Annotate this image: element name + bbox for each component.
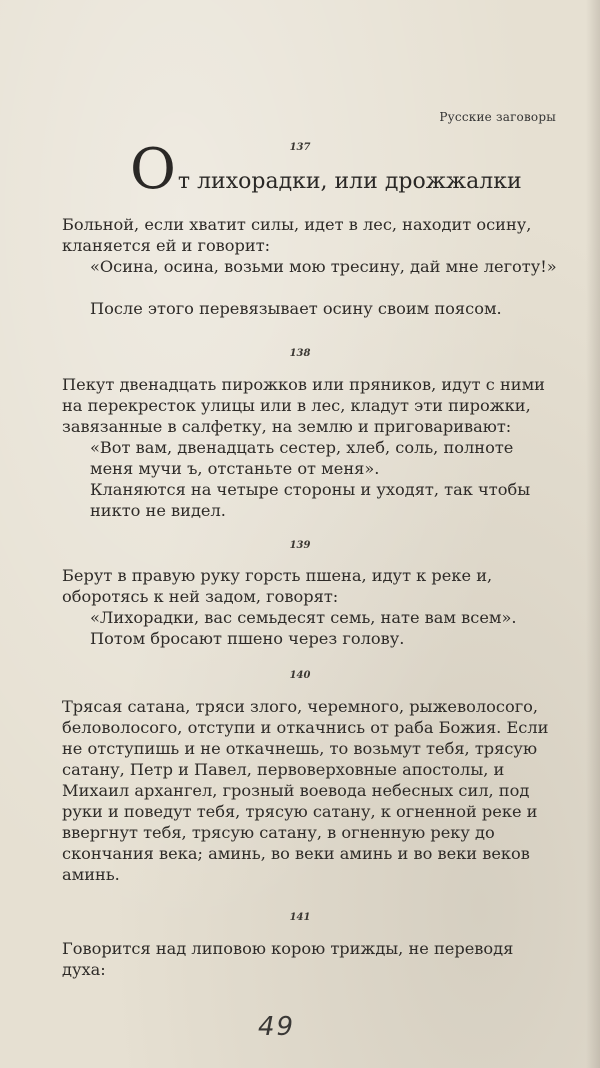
- section-number-137: 137: [289, 142, 311, 153]
- page-edge-shadow: [586, 0, 600, 1068]
- s138-body: Пекут двенадцать пирожков или пряников, идут с ними на перекресток улицы или в лес, кладут эти пирожки, завязанные в салфетку, на землю и приговаривают:: [62, 375, 545, 436]
- s137-body: Больной, если хватит силы, идет в лес, находит осину, кланяется ей и говорит:: [62, 215, 532, 255]
- s137-spell: «Осина, осина, возьми мою тресину, дай мне леготу!»: [90, 257, 557, 276]
- section-number-138: 138: [289, 348, 311, 359]
- s141-body: Говорится над липовою корою трижды, не переводя духа:: [62, 939, 514, 979]
- section-title: [130, 137, 522, 202]
- s137-after: После этого перевязывает осину своим поясом.: [90, 299, 502, 318]
- title-drop-cap: О: [130, 137, 176, 202]
- s139-spell: «Лихорадки, вас семьдесят семь, нате вам всем».: [90, 608, 517, 627]
- handwritten-page-number: 49: [258, 1012, 296, 1042]
- s139-after: Потом бросают пшено через голову.: [90, 629, 405, 648]
- section-number-141: 141: [289, 912, 311, 923]
- s138-spell: «Вот вам, двенадцать сестер, хлеб, соль, полноте меня мучи ъ, отстаньте от меня».: [90, 438, 514, 478]
- section-number-139: 139: [289, 540, 311, 551]
- s140-body: Трясая сатана, тряси злого, черемного, рыжеволосого, беловолосого, отступи и откачнись от раба Божия. Если не отступишь и не откачнешь, то возьмут тебя, трясую сатану, Петр и Павел, первоверховные апостолы, и Михаил архангел, грозный воевода небесных сил, под руки и поведут тебя, трясую сатану, к огненной реке и ввергнут тебя, трясую сатану, в огненную реку до скончания века; аминь, во веки аминь и во веки веков аминь.: [62, 697, 549, 884]
- title-text: т лихорадки, или дрожжалки: [177, 169, 522, 194]
- running-head: Русские заговоры: [439, 110, 556, 124]
- s139-body: Берут в правую руку горсть пшена, идут к реке и, оборотясь к ней задом, говорят:: [62, 566, 493, 606]
- s138-after: Кланяются на четыре стороны и уходят, так чтобы никто не видел.: [90, 480, 531, 520]
- section-number-140: 140: [289, 670, 311, 681]
